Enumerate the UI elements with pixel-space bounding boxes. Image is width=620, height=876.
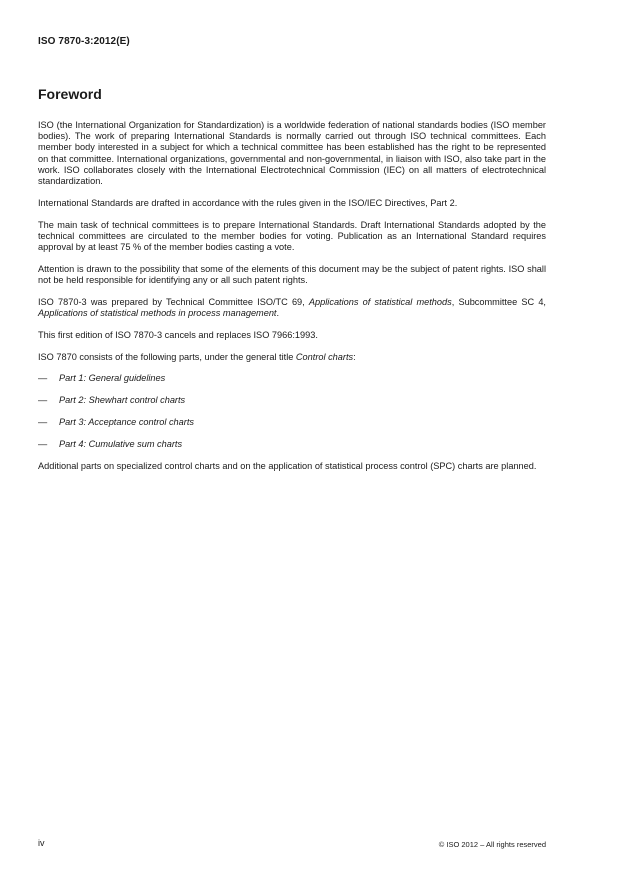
page-number: iv (38, 838, 45, 848)
document-id: ISO 7870-3:2012(E) (38, 36, 130, 47)
part-title: Part 4: Cumulative sum charts (59, 439, 183, 450)
part-title: Part 1: General guidelines (59, 373, 166, 384)
list-item (38, 439, 546, 450)
committee-title: Applications of statistical methods (308, 296, 452, 307)
parts-intro-text: ISO 7870 consists of the following parts, under the general title (38, 351, 296, 362)
list-dash: — (38, 417, 48, 428)
copyright-notice: © ISO 2012 – All rights reserved (438, 840, 546, 849)
paragraph-patent-rights: Attention is drawn to the possibility that some of the elements of this document may be the subject of patent rights. ISO shall not be held responsible for identifying any or all such patent rights. (38, 263, 546, 286)
paragraph-iso-intro: ISO (the International Organization for Standardization) is a worldwide federation of national standards bodies (ISO member bodies). The work of preparing International Standards is normally carried out through ISO technical committees. Each member body interested in a subject for which a technical committee has been established has the right to be represented on that committee. International organizations, governmental and non-governmental, in liaison with ISO, also take part in the work. ISO collaborates closely with the International Electrotechnical Commission (IEC) on all matters of electrotechnical standardization. (38, 120, 546, 187)
list-item (38, 417, 546, 428)
paragraph-additional-parts: Additional parts on specialized control charts and on the application of statistical process control (SPC) charts are planned. (38, 461, 537, 472)
list-item (38, 395, 546, 406)
paragraph-main-task: The main task of technical committees is to prepare International Standards. Draft International Standards adopted by the technical committees are circulated to the member bodies for voting. Publication as an International Standard requires approval by at least 75 % of the member bodies casting a vote. (38, 219, 546, 253)
general-title: Control charts (295, 351, 354, 362)
paragraph-prepared-by (38, 297, 546, 319)
paragraph-edition: This first edition of ISO 7870-3 cancels and replaces ISO 7966:1993. (38, 329, 318, 340)
parts-list (38, 373, 546, 450)
subcommittee-text: , Subcommittee SC 4, (451, 296, 546, 307)
list-dash: — (38, 373, 48, 384)
subcommittee-title: Applications of statistical methods in process management (38, 308, 277, 319)
prepared-by-text: ISO 7870-3 was prepared by Technical Committee ISO/TC 69, (38, 296, 309, 307)
part-title: Part 2: Shewhart control charts (59, 395, 186, 406)
part-title: Part 3: Acceptance control charts (59, 417, 194, 428)
prepared-by-end: . (276, 308, 280, 319)
parts-intro-colon: : (353, 351, 356, 362)
paragraph-directives: International Standards are drafted in accordance with the rules given in the ISO/IEC Directives, Part 2. (38, 197, 458, 208)
foreword-body (38, 120, 546, 483)
page-title: Foreword (38, 86, 102, 102)
list-item (38, 373, 546, 384)
paragraph-parts-intro (38, 352, 546, 363)
list-dash: — (38, 439, 48, 450)
list-dash: — (38, 395, 48, 406)
